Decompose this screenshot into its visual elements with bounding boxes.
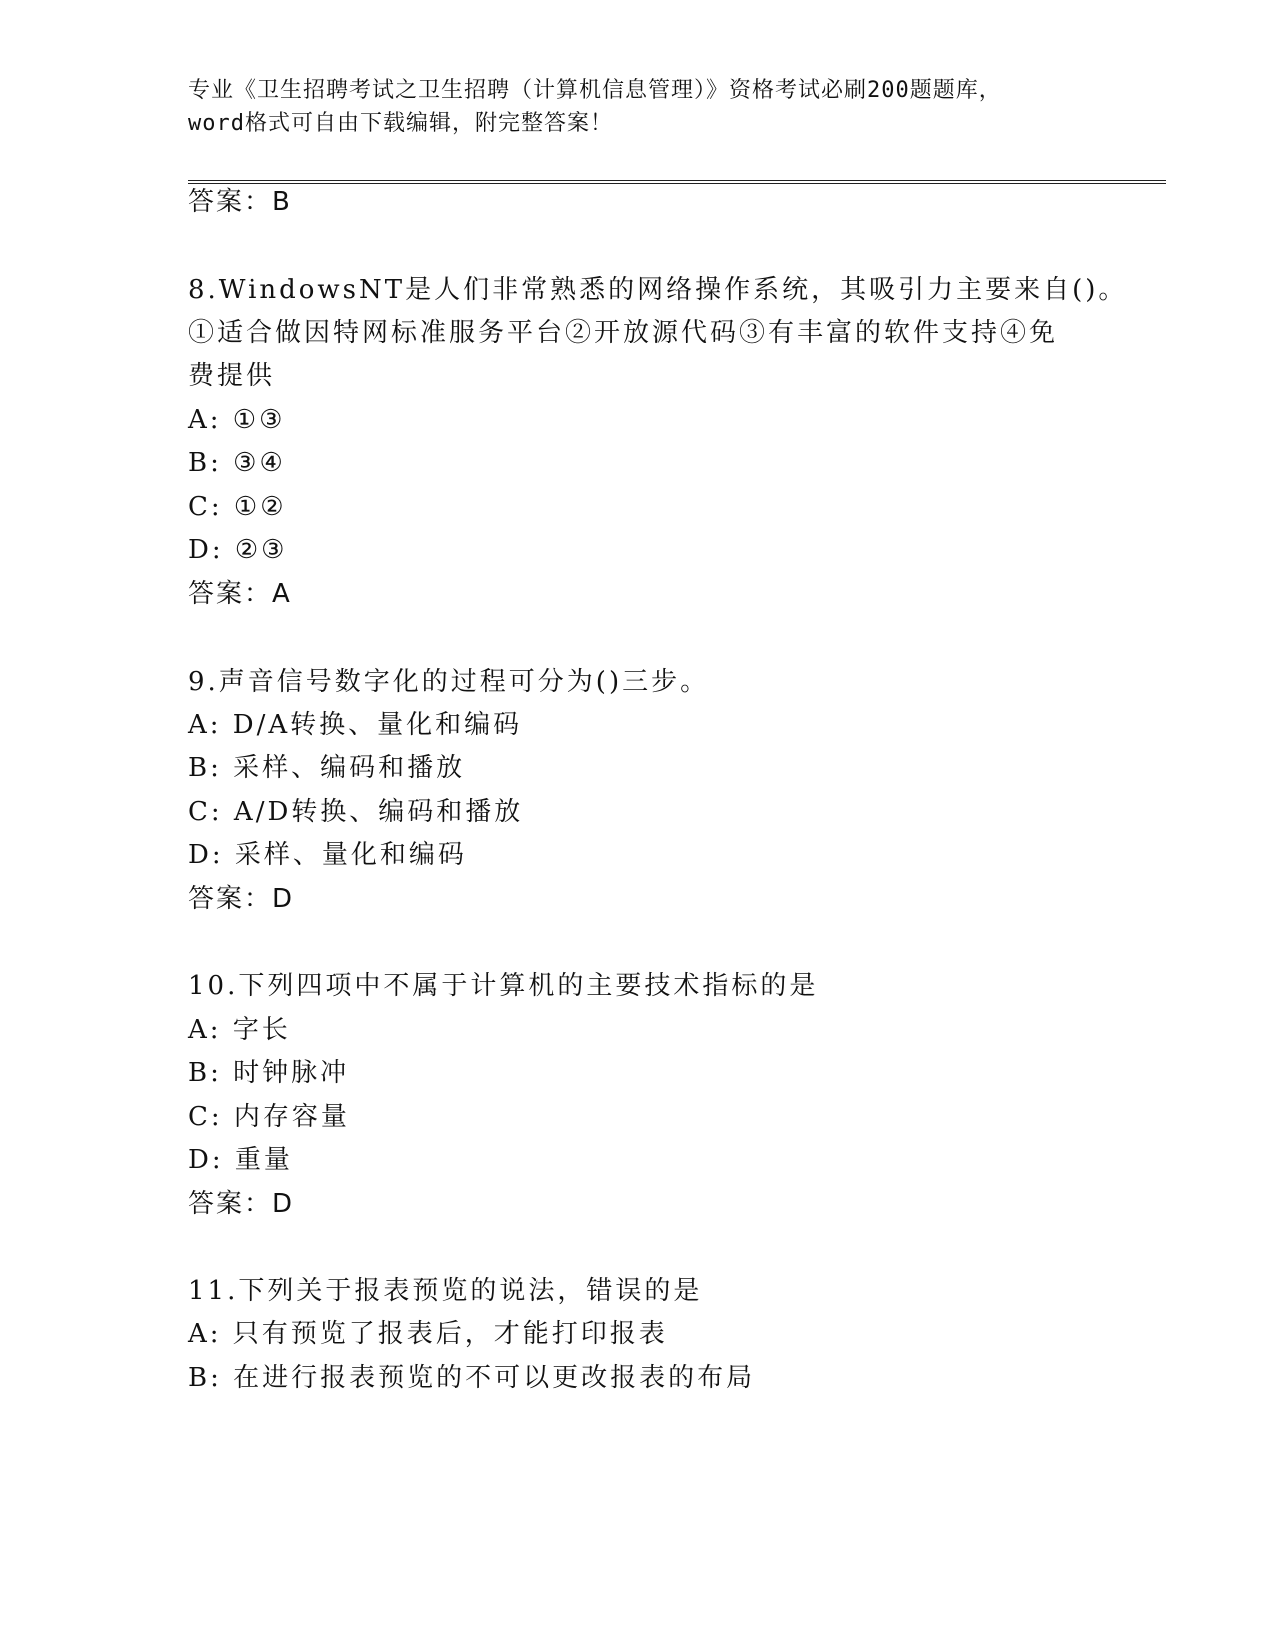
- question-8-stem-line-1: 8.WindowsNT是人们非常熟悉的网络操作系统，其吸引力主要来自()。: [188, 275, 1128, 305]
- question-9-option-d: D: 采样、量化和编码: [188, 840, 467, 870]
- question-10-answer: 答案：D: [188, 1189, 295, 1219]
- question-8-stem-line-3: 费提供: [188, 361, 276, 391]
- header-title-line-1: 专业《卫生招聘考试之卫生招聘（计算机信息管理）》资格考试必刷200题题库，: [188, 78, 1002, 103]
- question-8-option-d: D: ②③: [188, 535, 288, 565]
- question-11-stem: 11.下列关于报表预览的说法，错误的是: [188, 1276, 703, 1306]
- question-10-stem: 10.下列四项中不属于计算机的主要技术指标的是: [188, 971, 819, 1001]
- question-9-option-c: C: A/D转换、编码和播放: [188, 797, 524, 827]
- question-8-option-a: A: ①③: [188, 405, 286, 435]
- question-10-option-c: C: 内存容量: [188, 1102, 350, 1132]
- question-10-option-d: D: 重量: [188, 1145, 293, 1175]
- document-header: [188, 74, 1088, 140]
- question-10-option-b: B: 时钟脉冲: [188, 1058, 350, 1088]
- header-divider: [188, 180, 1166, 184]
- question-10-option-a: A: 字长: [188, 1015, 291, 1045]
- question-11-option-b: B: 在进行报表预览的不可以更改报表的布局: [188, 1363, 756, 1393]
- question-8-option-c: C: ①②: [188, 492, 287, 522]
- question-8-answer: 答案：A: [188, 579, 292, 609]
- question-9-option-b: B: 采样、编码和播放: [188, 753, 466, 783]
- question-9-answer: 答案：D: [188, 884, 295, 914]
- question-8-option-b: B: ③④: [188, 448, 286, 478]
- question-11-option-a: A: 只有预览了报表后，才能打印报表: [188, 1319, 668, 1349]
- question-9-stem: 9.声音信号数字化的过程可分为()三步。: [188, 667, 710, 697]
- question-9-option-a: A: D/A转换、量化和编码: [188, 710, 523, 740]
- answer-previous: 答案：B: [188, 187, 292, 217]
- header-title-line-2: word格式可自由下载编辑，附完整答案！: [188, 111, 613, 136]
- question-8-stem-line-2: ①适合做因特网标准服务平台②开放源代码③有丰富的软件支持④免: [188, 318, 1059, 348]
